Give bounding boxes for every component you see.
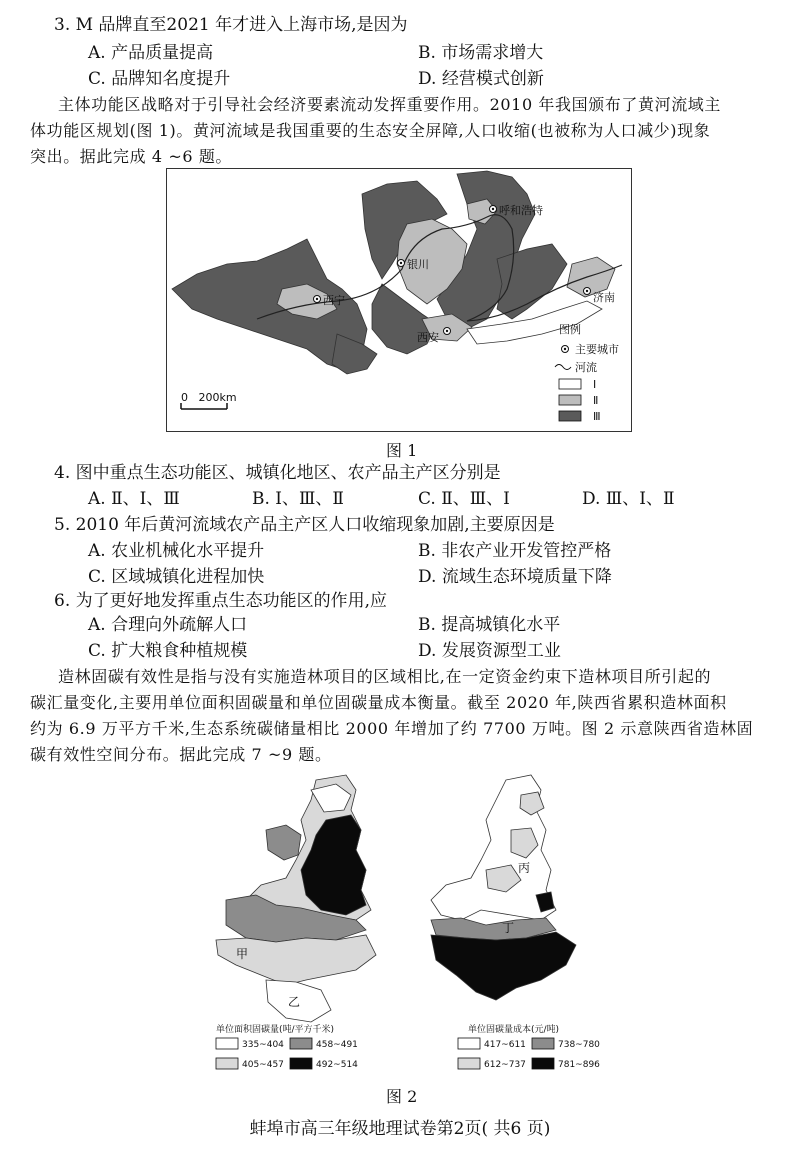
svg-text:417~611: 417~611 — [484, 1040, 526, 1050]
q6-option-c[interactable]: C. 扩大粮食种植规模 — [88, 641, 248, 661]
q5-option-a[interactable]: A. 农业机械化水平提升 — [88, 541, 265, 561]
svg-text:呼和浩特: 呼和浩特 — [499, 204, 543, 217]
svg-text:Ⅱ: Ⅱ — [593, 394, 599, 407]
svg-text:458~491: 458~491 — [316, 1040, 358, 1050]
figure1-caption: 图 1 — [386, 441, 418, 460]
svg-text:西安: 西安 — [417, 331, 439, 344]
svg-text:405~457: 405~457 — [242, 1060, 284, 1070]
svg-text:甲: 甲 — [236, 947, 249, 961]
svg-text:Ⅲ: Ⅲ — [593, 410, 601, 423]
q3-option-c[interactable]: C. 品牌知名度提升 — [88, 69, 231, 89]
svg-text:济南: 济南 — [593, 291, 615, 304]
svg-text:银川: 银川 — [407, 258, 429, 271]
svg-text:乙: 乙 — [288, 995, 301, 1009]
left-legend — [216, 1023, 358, 1070]
right-map — [431, 775, 576, 1000]
right-legend — [458, 1023, 600, 1070]
intro2-line4: 碳有效性空间分布。据此完成 7 ~9 题。 — [30, 745, 332, 764]
intro-paragraph-2 — [30, 664, 790, 768]
intro1-line3: 突出。据此完成 4 ~6 题。 — [30, 147, 233, 166]
q4-option-b[interactable]: B. Ⅰ、Ⅲ、Ⅱ — [252, 489, 344, 509]
svg-text:738~780: 738~780 — [558, 1040, 600, 1050]
page-footer: 蚌埠市高三年级地理试卷第2页( 共6 页) — [249, 1119, 551, 1139]
svg-text:781~896: 781~896 — [558, 1060, 600, 1070]
q6-option-a[interactable]: A. 合理向外疏解人口 — [88, 615, 248, 635]
q4-option-c[interactable]: C. Ⅱ、Ⅲ、Ⅰ — [418, 489, 510, 509]
q4-option-a[interactable]: A. Ⅱ、Ⅰ、Ⅲ — [88, 489, 180, 509]
svg-text:单位固碳量成本(元/吨): 单位固碳量成本(元/吨) — [468, 1025, 560, 1035]
intro1-line1: 主体功能区战略对于引导社会经济要素流动发挥重要作用。2010 年我国颁布了黄河流域主 — [58, 95, 722, 114]
q5-stem: 5. 2010 年后黄河流域农产品主产区人口收缩现象加剧,主要原因是 — [54, 515, 555, 535]
svg-text:0 200km: 0 200km — [181, 391, 237, 404]
svg-text:主要城市: 主要城市 — [575, 343, 619, 356]
q5-option-d[interactable]: D. 流域生态环境质量下降 — [418, 567, 612, 587]
map-legend — [555, 322, 619, 423]
q3-option-b[interactable]: B. 市场需求增大 — [418, 43, 544, 63]
svg-text:612~737: 612~737 — [484, 1060, 526, 1070]
q5-option-b[interactable]: B. 非农产业开发管控严格 — [418, 541, 612, 561]
svg-text:单位面积固碳量(吨/平方千米): 单位面积固碳量(吨/平方千米) — [216, 1025, 335, 1035]
q4-option-d[interactable]: D. Ⅲ、Ⅰ、Ⅱ — [582, 489, 675, 509]
q3-stem: 3. M 品牌直至2021 年才进入上海市场,是因为 — [54, 15, 408, 35]
left-map — [216, 775, 376, 1022]
q6-option-d[interactable]: D. 发展资源型工业 — [418, 641, 561, 661]
q3-option-a[interactable]: A. 产品质量提高 — [88, 43, 214, 63]
svg-text:丙: 丙 — [518, 861, 531, 875]
intro1-line2: 体功能区规划(图 1)。黄河流域是我国重要的生态安全屏障,人口收缩(也被称为人口减少)现象 — [30, 121, 711, 140]
svg-text:丁: 丁 — [502, 921, 515, 935]
figure2-caption: 图 2 — [386, 1087, 418, 1106]
intro2-line2: 碳汇量变化,主要用单位面积固碳量和单位固碳量成本衡量。截至 2020 年,陕西省累积造林面积 — [30, 693, 727, 712]
q6-stem: 6. 为了更好地发挥重点生态功能区的作用,应 — [54, 591, 388, 611]
svg-text:Ⅰ: Ⅰ — [593, 378, 597, 391]
svg-text:河流: 河流 — [575, 361, 597, 374]
q5-option-c[interactable]: C. 区域城镇化进程加快 — [88, 567, 265, 587]
q4-stem: 4. 图中重点生态功能区、城镇化地区、农产品主产区分别是 — [54, 463, 501, 483]
region-level3-east — [497, 244, 567, 319]
intro2-line3: 约为 6.9 万平方千米,生态系统碳储量相比 2000 年增加了约 7700 万吨。图 2 示意陕西省造林固 — [30, 719, 754, 738]
q6-option-b[interactable]: B. 提高城镇化水平 — [418, 615, 561, 635]
svg-text:图例: 图例 — [559, 323, 581, 336]
svg-text:492~514: 492~514 — [316, 1060, 358, 1070]
intro2-line1: 造林固碳有效性是指与没有实施造林项目的区域相比,在一定资金约束下造林项目所引起的 — [58, 667, 712, 686]
intro-paragraph-1 — [30, 92, 790, 170]
svg-text:335~404: 335~404 — [242, 1040, 284, 1050]
figure2-maps — [206, 770, 626, 1080]
svg-text:西宁: 西宁 — [323, 294, 345, 307]
figure1-map — [166, 168, 632, 432]
q3-option-d[interactable]: D. 经营模式创新 — [418, 69, 544, 89]
scale-bar — [181, 391, 237, 409]
